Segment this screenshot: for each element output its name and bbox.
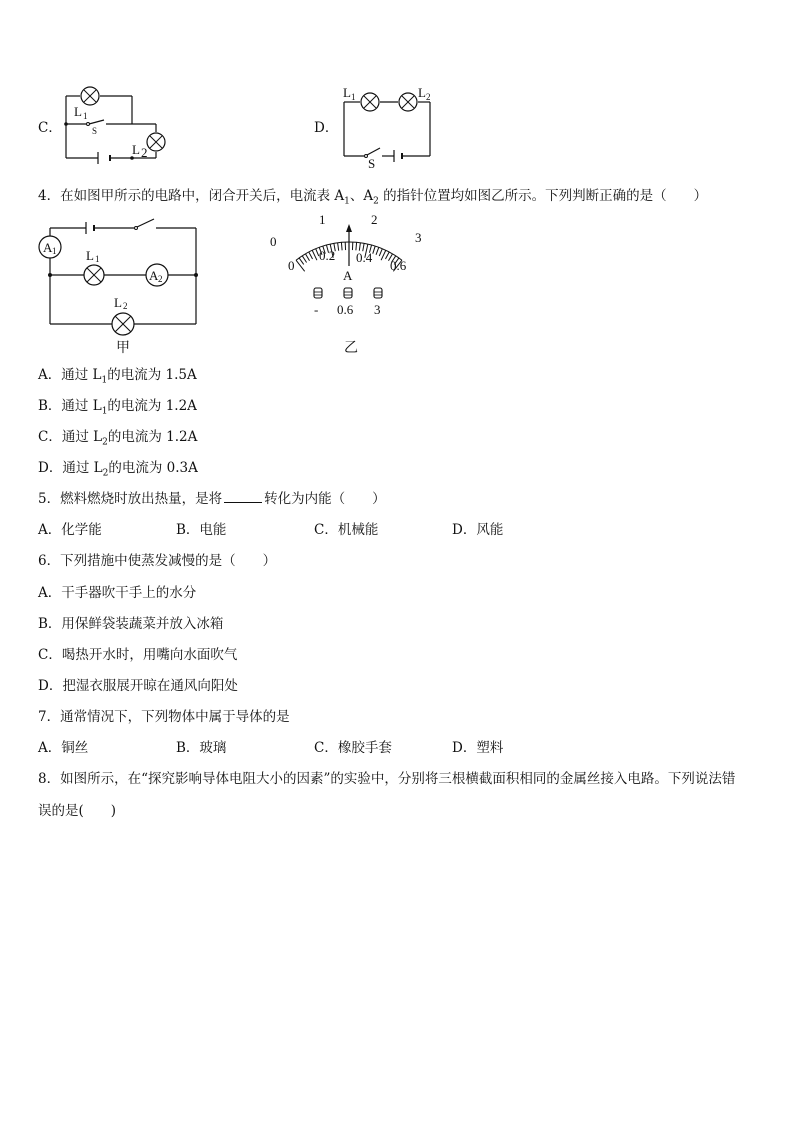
answer-blank (224, 490, 262, 503)
needle-arrow-icon (346, 224, 352, 232)
question-8-stem-line1: 8．如图所示，在“探究影响导体电阻大小的因素”的实验中，分别将三根横截面积相同的金属丝接入电路。下列说法错 (38, 771, 736, 787)
svg-text:1: 1 (83, 111, 88, 121)
q7-option-c: C．橡胶手套 (314, 740, 392, 756)
question-6-stem: 6．下列措施中使蒸发减慢的是（ ） (38, 553, 277, 569)
q4-option-c: C．通过 $L_2$的电流为 1.2A (38, 429, 198, 448)
q5-option-b: B．电能 (176, 522, 227, 538)
ammeter-a1-icon (39, 236, 61, 258)
label-l1: L (343, 85, 351, 100)
lower-tick-label: 0.4 (356, 250, 373, 265)
figure-caption-b: 乙 (344, 341, 358, 356)
circuit-figure-c (58, 82, 178, 164)
question-5-stem: 5．燃料燃烧时放出热量，是将 转化为内能（ ） (38, 491, 386, 507)
lamp-l2-icon (112, 313, 134, 335)
battery-icon (86, 222, 94, 234)
ammeter-a2-icon (146, 264, 168, 286)
lower-tick-label: 0 (288, 258, 295, 273)
figure-caption-a: 甲 (116, 341, 130, 356)
upper-tick-label: 0 (270, 234, 277, 249)
q7-option-a: A．铜丝 (38, 740, 89, 756)
option-c-label: C． (38, 120, 62, 136)
option-d-label: D． (314, 120, 339, 136)
terminal-icon (374, 288, 382, 298)
dial-tick (376, 247, 379, 255)
dial-tick (341, 242, 342, 250)
lamp-l2-icon (399, 93, 417, 111)
dial-tick (379, 249, 382, 256)
q6-option-d: D．把湿衣服展开晾在通风向阳处 (38, 678, 238, 694)
question-7-stem: 7．通常情况下，下列物体中属于导体的是 (38, 709, 290, 725)
label-l1: L (74, 104, 82, 119)
dial-tick (302, 256, 306, 263)
upper-tick-label: 2 (371, 212, 378, 227)
dial-tick (373, 246, 375, 254)
dial-tick (309, 252, 313, 259)
terminal-label: - (314, 302, 319, 317)
label-l2: L (114, 295, 122, 310)
dial-tick (338, 243, 339, 251)
battery-icon (394, 150, 430, 162)
q6-option-b: B．用保鲜袋装蔬菜并放入冰箱 (38, 616, 224, 632)
upper-tick-label: 1 (319, 212, 326, 227)
dial-tick (296, 260, 305, 271)
terminal-icon (314, 288, 322, 298)
terminal-icon (344, 288, 352, 298)
terminal-label: 3 (374, 302, 381, 317)
svg-text:2: 2 (141, 145, 148, 160)
dial-tick (305, 254, 309, 261)
switch-icon (64, 120, 132, 126)
q7-option-d: D．塑料 (452, 740, 504, 756)
lower-tick-label: 0.6 (390, 258, 407, 273)
svg-text:2: 2 (123, 301, 128, 311)
svg-text:1: 1 (95, 254, 100, 264)
q6-option-c: C．喝热开水时，用嘴向水面吹气 (38, 647, 238, 663)
question-4-stem: 4．在如图甲所示的电路中，闭合开关后，电流表 $A_1$、$A_2$ 的指针位置均如图乙所示。下列判断正确的是（ ） (38, 188, 708, 207)
label-s: S (92, 126, 98, 136)
svg-text:1: 1 (52, 246, 57, 256)
lamp-l1-icon (361, 93, 379, 111)
q5-option-a: A．化学能 (38, 522, 102, 538)
q4-option-d: D．通过 $L_2$的电流为 0.3A (38, 460, 198, 479)
q4-option-a: A．通过 $L_1$的电流为 1.5A (38, 367, 197, 386)
svg-text:2: 2 (426, 92, 431, 102)
lamp-l1-icon (84, 265, 104, 285)
lower-tick-label: 0.2 (319, 248, 336, 263)
q4-option-b: B．通过 $L_1$的电流为 1.2A (38, 398, 197, 417)
battery-icon (98, 152, 110, 164)
label-l2: L (132, 142, 140, 157)
q7-option-b: B．玻璃 (176, 740, 227, 756)
dial-tick (385, 252, 389, 259)
q6-option-a: A．干手器吹干手上的水分 (38, 585, 197, 601)
question-8-stem-line2: 误的是( ) (38, 803, 117, 819)
circuit-figure-a (36, 214, 206, 356)
lamp-l1-icon (81, 87, 99, 105)
svg-text:A: A (149, 268, 159, 283)
label-l2: L (418, 85, 426, 100)
switch-icon (135, 219, 197, 230)
circuit-figure-d (338, 84, 438, 170)
lamp-l2-icon (147, 133, 165, 151)
svg-text:1: 1 (351, 92, 356, 102)
dial-tick (299, 258, 304, 265)
unit-label: A (343, 268, 353, 283)
q5-option-d: D．风能 (452, 522, 504, 538)
label-l1: L (86, 248, 94, 263)
svg-text:2: 2 (158, 274, 163, 284)
label-s: S (368, 156, 376, 170)
terminal-label: 0.6 (337, 302, 354, 317)
upper-tick-label: 3 (415, 230, 422, 245)
q5-option-c: C．机械能 (314, 522, 379, 538)
svg-text:A: A (43, 240, 53, 255)
ammeter-dial-figure (262, 210, 438, 356)
